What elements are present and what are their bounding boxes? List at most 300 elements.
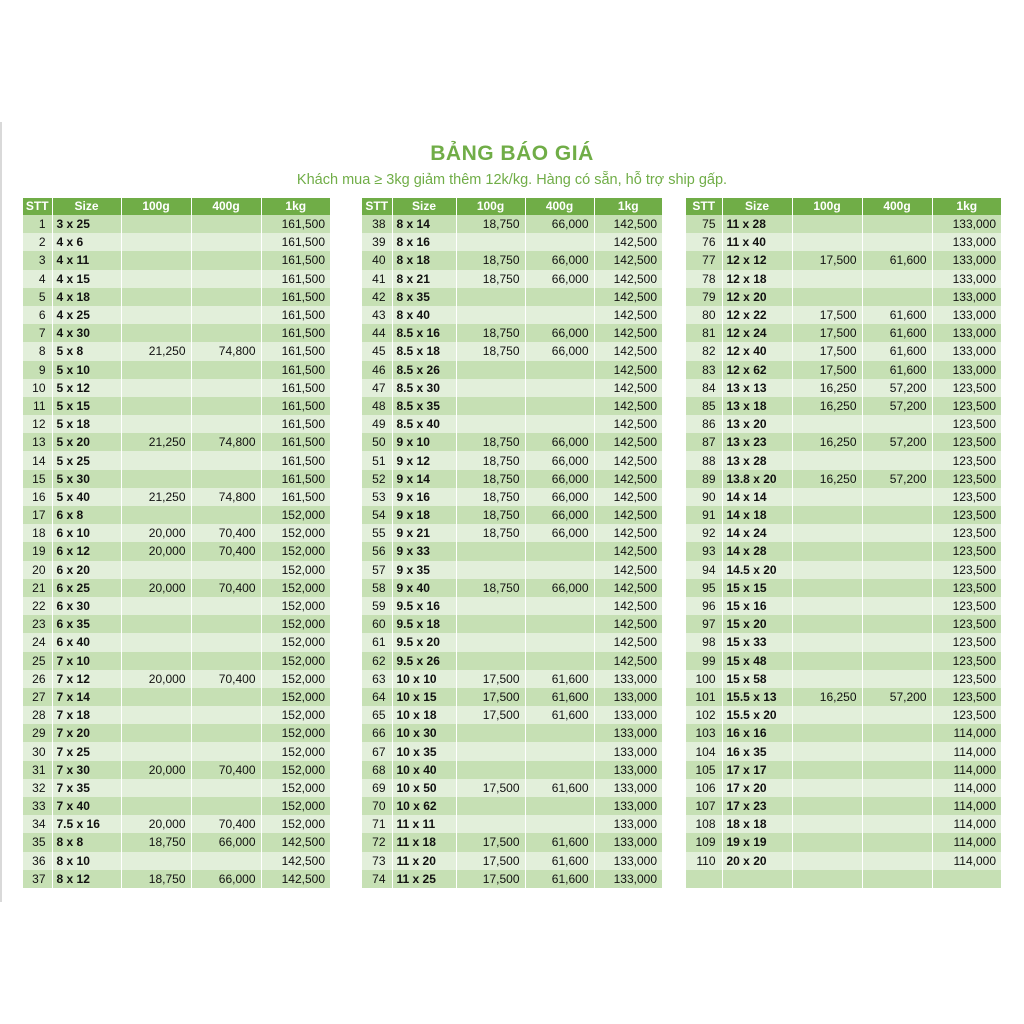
- cell-size: 10 x 50: [392, 779, 456, 797]
- cell-1kg: 114,000: [932, 815, 1001, 833]
- table-row: [362, 852, 662, 870]
- cell-1kg: 161,500: [261, 324, 330, 342]
- cell-400g: 66,000: [191, 870, 261, 888]
- cell-stt: 106: [686, 779, 722, 797]
- table-row: [686, 415, 1001, 433]
- cell-100g: [121, 779, 191, 797]
- table-row: [23, 815, 330, 833]
- cell-400g: [525, 397, 594, 415]
- cell-1kg: 133,000: [594, 852, 662, 870]
- table-row: [362, 488, 662, 506]
- cell-100g: [792, 852, 862, 870]
- cell-size: 12 x 12: [722, 251, 792, 269]
- cell-1kg: [932, 870, 1001, 888]
- cell-size: 15 x 15: [722, 579, 792, 597]
- cell-size: 4 x 15: [52, 270, 121, 288]
- cell-1kg: 142,500: [261, 833, 330, 851]
- cell-stt: 8: [23, 342, 52, 360]
- header-100g: 100g: [792, 198, 862, 215]
- table-row: [23, 597, 330, 615]
- cell-1kg: 161,500: [261, 488, 330, 506]
- cell-1kg: 152,000: [261, 506, 330, 524]
- table-row: [686, 288, 1001, 306]
- cell-400g: [525, 652, 594, 670]
- cell-size: 17 x 20: [722, 779, 792, 797]
- cell-1kg: 123,500: [932, 542, 1001, 560]
- cell-400g: 61,600: [862, 306, 932, 324]
- cell-size: 5 x 40: [52, 488, 121, 506]
- cell-stt: 25: [23, 652, 52, 670]
- cell-stt: 6: [23, 306, 52, 324]
- cell-size: 20 x 20: [722, 852, 792, 870]
- cell-400g: [862, 724, 932, 742]
- cell-100g: 20,000: [121, 542, 191, 560]
- cell-100g: [792, 670, 862, 688]
- cell-size: 5 x 18: [52, 415, 121, 433]
- table-row: [23, 324, 330, 342]
- cell-size: 9 x 14: [392, 470, 456, 488]
- cell-size: 17 x 17: [722, 761, 792, 779]
- cell-stt: 13: [23, 433, 52, 451]
- cell-stt: 97: [686, 615, 722, 633]
- cell-1kg: 123,500: [932, 379, 1001, 397]
- cell-stt: 37: [23, 870, 52, 888]
- cell-100g: [792, 761, 862, 779]
- table-row: [686, 779, 1001, 797]
- cell-1kg: 133,000: [932, 306, 1001, 324]
- cell-stt: 7: [23, 324, 52, 342]
- cell-1kg: 161,500: [261, 251, 330, 269]
- cell-size: 11 x 18: [392, 833, 456, 851]
- cell-1kg: 123,500: [932, 652, 1001, 670]
- cell-400g: 70,400: [191, 542, 261, 560]
- cell-stt: 74: [362, 870, 392, 888]
- cell-size: 5 x 25: [52, 451, 121, 469]
- cell-1kg: 123,500: [932, 670, 1001, 688]
- cell-size: 15 x 16: [722, 597, 792, 615]
- table-row: [686, 670, 1001, 688]
- cell-1kg: 142,500: [594, 470, 662, 488]
- cell-100g: [121, 852, 191, 870]
- cell-stt: 53: [362, 488, 392, 506]
- cell-400g: [862, 542, 932, 560]
- cell-stt: 51: [362, 451, 392, 469]
- cell-100g: [121, 251, 191, 269]
- cell-size: 6 x 8: [52, 506, 121, 524]
- cell-1kg: 133,000: [594, 688, 662, 706]
- cell-400g: [525, 361, 594, 379]
- cell-400g: 61,600: [862, 251, 932, 269]
- cell-400g: [191, 742, 261, 760]
- header-400g: 400g: [525, 198, 594, 215]
- table-row: [362, 524, 662, 542]
- cell-400g: [191, 779, 261, 797]
- cell-1kg: 114,000: [932, 779, 1001, 797]
- cell-100g: [121, 597, 191, 615]
- cell-100g: [792, 561, 862, 579]
- cell-stt: 105: [686, 761, 722, 779]
- cell-1kg: 123,500: [932, 506, 1001, 524]
- table-row: [686, 633, 1001, 651]
- cell-size: 5 x 20: [52, 433, 121, 451]
- cell-400g: 66,000: [525, 342, 594, 360]
- cell-size: 17 x 23: [722, 797, 792, 815]
- cell-400g: 66,000: [525, 579, 594, 597]
- table-row: [362, 433, 662, 451]
- cell-stt: 49: [362, 415, 392, 433]
- cell-stt: 103: [686, 724, 722, 742]
- table-row: [686, 433, 1001, 451]
- header-400g: 400g: [862, 198, 932, 215]
- cell-400g: [862, 451, 932, 469]
- cell-1kg: 114,000: [932, 724, 1001, 742]
- cell-size: 10 x 18: [392, 706, 456, 724]
- cell-100g: 18,750: [456, 215, 525, 233]
- cell-size: 10 x 10: [392, 670, 456, 688]
- cell-size: 12 x 40: [722, 342, 792, 360]
- cell-stt: 59: [362, 597, 392, 615]
- cell-100g: 17,500: [792, 251, 862, 269]
- header-1kg: 1kg: [261, 198, 330, 215]
- cell-stt: 88: [686, 451, 722, 469]
- cell-stt: 29: [23, 724, 52, 742]
- cell-size: 7 x 12: [52, 670, 121, 688]
- cell-100g: 21,250: [121, 488, 191, 506]
- table-row: [686, 615, 1001, 633]
- cell-400g: 74,800: [191, 488, 261, 506]
- cell-size: 8.5 x 26: [392, 361, 456, 379]
- cell-stt: 47: [362, 379, 392, 397]
- table-row: [686, 451, 1001, 469]
- table-row: [362, 233, 662, 251]
- table-row: [686, 342, 1001, 360]
- table-row: [686, 379, 1001, 397]
- table-row: [23, 488, 330, 506]
- cell-1kg: 152,000: [261, 597, 330, 615]
- cell-100g: 17,500: [456, 670, 525, 688]
- cell-400g: 66,000: [525, 506, 594, 524]
- cell-100g: [121, 506, 191, 524]
- cell-100g: [121, 797, 191, 815]
- header-stt: STT: [362, 198, 392, 215]
- cell-100g: 18,750: [456, 524, 525, 542]
- cell-stt: 98: [686, 633, 722, 651]
- cell-1kg: 123,500: [932, 451, 1001, 469]
- cell-stt: 34: [23, 815, 52, 833]
- cell-stt: 78: [686, 270, 722, 288]
- cell-400g: 61,600: [525, 833, 594, 851]
- cell-100g: 18,750: [456, 488, 525, 506]
- cell-100g: [792, 742, 862, 760]
- header-1kg: 1kg: [594, 198, 662, 215]
- cell-size: 6 x 40: [52, 633, 121, 651]
- cell-100g: [456, 561, 525, 579]
- page-title: BẢNG BÁO GIÁ: [430, 142, 594, 165]
- cell-1kg: 142,500: [594, 215, 662, 233]
- cell-1kg: 161,500: [261, 415, 330, 433]
- cell-400g: [191, 270, 261, 288]
- cell-size: 15.5 x 13: [722, 688, 792, 706]
- cell-400g: [525, 815, 594, 833]
- cell-1kg: 161,500: [261, 342, 330, 360]
- cell-1kg: 152,000: [261, 742, 330, 760]
- table-row: [686, 251, 1001, 269]
- cell-stt: 57: [362, 561, 392, 579]
- cell-1kg: 142,500: [594, 633, 662, 651]
- cell-100g: [121, 688, 191, 706]
- cell-100g: [792, 652, 862, 670]
- cell-100g: [792, 815, 862, 833]
- cell-100g: [121, 233, 191, 251]
- table-row: [23, 415, 330, 433]
- cell-size: 9 x 21: [392, 524, 456, 542]
- cell-stt: 1: [23, 215, 52, 233]
- table-row: [23, 561, 330, 579]
- cell-1kg: 133,000: [932, 288, 1001, 306]
- table-row: [686, 870, 1001, 888]
- cell-100g: [792, 233, 862, 251]
- cell-size: 13 x 23: [722, 433, 792, 451]
- cell-100g: [456, 815, 525, 833]
- cell-100g: 18,750: [456, 470, 525, 488]
- cell-stt: 64: [362, 688, 392, 706]
- cell-size: 7 x 30: [52, 761, 121, 779]
- cell-1kg: 142,500: [594, 251, 662, 269]
- cell-100g: [792, 415, 862, 433]
- cell-stt: 30: [23, 742, 52, 760]
- cell-400g: 61,600: [862, 324, 932, 342]
- cell-1kg: 133,000: [594, 797, 662, 815]
- cell-100g: [456, 724, 525, 742]
- cell-400g: [191, 288, 261, 306]
- cell-1kg: 161,500: [261, 397, 330, 415]
- cell-100g: [456, 797, 525, 815]
- cell-size: 15 x 58: [722, 670, 792, 688]
- cell-100g: [792, 488, 862, 506]
- cell-1kg: 161,500: [261, 361, 330, 379]
- cell-400g: [525, 542, 594, 560]
- cell-100g: 20,000: [121, 670, 191, 688]
- cell-400g: [862, 215, 932, 233]
- cell-100g: [792, 833, 862, 851]
- cell-stt: 66: [362, 724, 392, 742]
- cell-size: 19 x 19: [722, 833, 792, 851]
- cell-100g: [121, 561, 191, 579]
- cell-size: 6 x 25: [52, 579, 121, 597]
- table-row: [686, 688, 1001, 706]
- cell-1kg: 142,500: [594, 524, 662, 542]
- cell-size: 11 x 11: [392, 815, 456, 833]
- cell-stt: 17: [23, 506, 52, 524]
- cell-100g: 16,250: [792, 688, 862, 706]
- table-row: [686, 852, 1001, 870]
- table-row: [362, 597, 662, 615]
- cell-stt: 15: [23, 470, 52, 488]
- cell-size: [722, 870, 792, 888]
- cell-100g: 20,000: [121, 761, 191, 779]
- cell-size: 7 x 20: [52, 724, 121, 742]
- cell-100g: 17,500: [456, 779, 525, 797]
- table-row: [362, 342, 662, 360]
- cell-400g: [862, 288, 932, 306]
- cell-size: 15.5 x 20: [722, 706, 792, 724]
- cell-1kg: 133,000: [932, 233, 1001, 251]
- cell-stt: 36: [23, 852, 52, 870]
- cell-100g: [456, 597, 525, 615]
- cell-1kg: 133,000: [932, 342, 1001, 360]
- cell-100g: 17,500: [792, 361, 862, 379]
- cell-size: 9 x 18: [392, 506, 456, 524]
- cell-100g: 20,000: [121, 524, 191, 542]
- table-row: [362, 397, 662, 415]
- cell-100g: [121, 270, 191, 288]
- table-row: [362, 251, 662, 269]
- table-row: [362, 688, 662, 706]
- cell-size: 11 x 20: [392, 852, 456, 870]
- table-row: [23, 742, 330, 760]
- cell-1kg: 114,000: [932, 742, 1001, 760]
- cell-stt: 94: [686, 561, 722, 579]
- table-row: [362, 779, 662, 797]
- cell-1kg: 161,500: [261, 233, 330, 251]
- table-row: [23, 270, 330, 288]
- cell-1kg: 133,000: [594, 706, 662, 724]
- cell-100g: [121, 379, 191, 397]
- cell-1kg: 114,000: [932, 761, 1001, 779]
- cell-stt: 48: [362, 397, 392, 415]
- cell-size: 15 x 20: [722, 615, 792, 633]
- cell-size: 7.5 x 16: [52, 815, 121, 833]
- cell-400g: [862, 415, 932, 433]
- table-header-row: [362, 198, 662, 215]
- cell-stt: 71: [362, 815, 392, 833]
- cell-100g: [121, 215, 191, 233]
- cell-1kg: 133,000: [932, 324, 1001, 342]
- cell-size: 13 x 28: [722, 451, 792, 469]
- cell-size: 12 x 18: [722, 270, 792, 288]
- cell-stt: 12: [23, 415, 52, 433]
- cell-100g: [121, 306, 191, 324]
- cell-size: 10 x 62: [392, 797, 456, 815]
- cell-stt: 18: [23, 524, 52, 542]
- table-row: [362, 670, 662, 688]
- cell-stt: 43: [362, 306, 392, 324]
- table-row: [686, 361, 1001, 379]
- cell-stt: 9: [23, 361, 52, 379]
- cell-400g: 61,600: [525, 688, 594, 706]
- cell-size: 4 x 25: [52, 306, 121, 324]
- cell-1kg: 142,500: [594, 615, 662, 633]
- cell-100g: [456, 379, 525, 397]
- table-row: [23, 870, 330, 888]
- table-row: [686, 797, 1001, 815]
- cell-stt: 56: [362, 542, 392, 560]
- cell-size: 15 x 33: [722, 633, 792, 651]
- cell-1kg: 161,500: [261, 379, 330, 397]
- cell-stt: 14: [23, 451, 52, 469]
- table-row: [686, 579, 1001, 597]
- cell-1kg: 152,000: [261, 579, 330, 597]
- cell-stt: 91: [686, 506, 722, 524]
- cell-size: 4 x 18: [52, 288, 121, 306]
- table-row: [23, 233, 330, 251]
- cell-1kg: 123,500: [932, 433, 1001, 451]
- cell-1kg: 152,000: [261, 542, 330, 560]
- cell-100g: [456, 761, 525, 779]
- table-row: [23, 288, 330, 306]
- cell-stt: 58: [362, 579, 392, 597]
- cell-400g: [191, 797, 261, 815]
- cell-size: 9.5 x 26: [392, 652, 456, 670]
- cell-size: 7 x 10: [52, 652, 121, 670]
- table-row: [686, 270, 1001, 288]
- cell-size: 3 x 25: [52, 215, 121, 233]
- cell-stt: 23: [23, 615, 52, 633]
- table-row: [362, 415, 662, 433]
- cell-400g: [862, 706, 932, 724]
- cell-stt: 67: [362, 742, 392, 760]
- table-row: [23, 542, 330, 560]
- cell-size: 4 x 30: [52, 324, 121, 342]
- table-row: [686, 233, 1001, 251]
- cell-1kg: 152,000: [261, 561, 330, 579]
- table-row: [362, 324, 662, 342]
- header-size: Size: [392, 198, 456, 215]
- cell-stt: 55: [362, 524, 392, 542]
- cell-stt: 86: [686, 415, 722, 433]
- cell-100g: 17,500: [456, 852, 525, 870]
- cell-1kg: 133,000: [594, 724, 662, 742]
- cell-stt: 5: [23, 288, 52, 306]
- cell-100g: [792, 270, 862, 288]
- cell-1kg: 142,500: [594, 233, 662, 251]
- cell-stt: 45: [362, 342, 392, 360]
- cell-size: 10 x 15: [392, 688, 456, 706]
- cell-100g: [456, 288, 525, 306]
- table-row: [362, 633, 662, 651]
- table-row: [23, 579, 330, 597]
- cell-stt: 60: [362, 615, 392, 633]
- cell-400g: [191, 451, 261, 469]
- price-table-1: [23, 198, 330, 888]
- cell-100g: 16,250: [792, 379, 862, 397]
- cell-stt: 85: [686, 397, 722, 415]
- cell-100g: [456, 306, 525, 324]
- cell-stt: 19: [23, 542, 52, 560]
- cell-400g: [191, 215, 261, 233]
- table-row: [362, 615, 662, 633]
- cell-size: 13 x 20: [722, 415, 792, 433]
- cell-100g: [792, 779, 862, 797]
- table-row: [362, 579, 662, 597]
- cell-size: 5 x 10: [52, 361, 121, 379]
- cell-400g: [862, 233, 932, 251]
- cell-size: 16 x 35: [722, 742, 792, 760]
- cell-400g: [525, 288, 594, 306]
- cell-stt: 80: [686, 306, 722, 324]
- table-row: [23, 251, 330, 269]
- cell-size: 8 x 18: [392, 251, 456, 269]
- cell-100g: [121, 361, 191, 379]
- cell-100g: [792, 724, 862, 742]
- cell-stt: 79: [686, 288, 722, 306]
- cell-1kg: 133,000: [594, 870, 662, 888]
- cell-size: 10 x 35: [392, 742, 456, 760]
- cell-400g: [191, 852, 261, 870]
- cell-size: 4 x 11: [52, 251, 121, 269]
- table-row: [686, 397, 1001, 415]
- cell-100g: [792, 451, 862, 469]
